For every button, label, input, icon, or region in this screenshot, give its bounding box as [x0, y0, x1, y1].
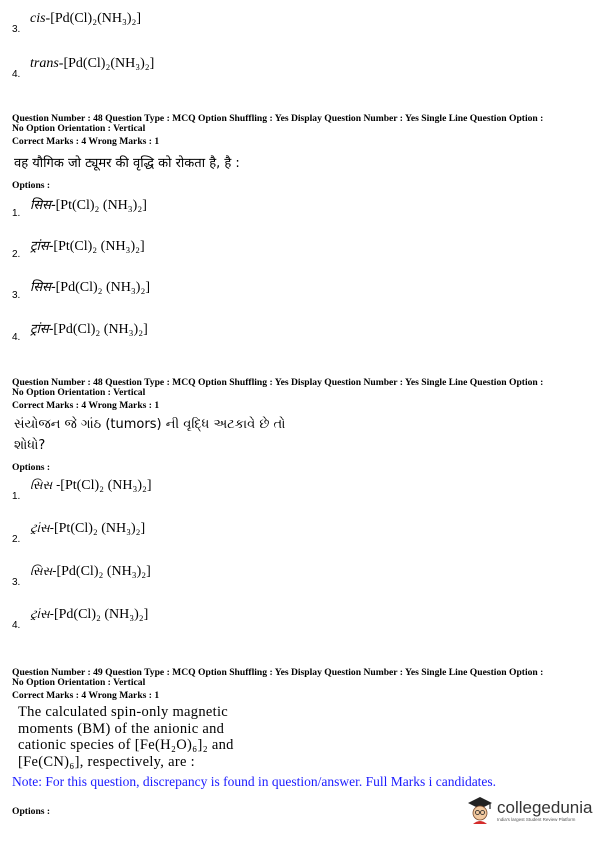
marks-info: Correct Marks : 4 Wrong Marks : 1 — [12, 400, 160, 411]
collegedunia-logo — [466, 794, 592, 826]
option-formula: [Pt(Cl)₂ (NH₃)₂] — [53, 239, 145, 254]
option-1-text[interactable] — [30, 478, 152, 494]
marks-info: Correct Marks : 4 Wrong Marks : 1 — [12, 690, 160, 701]
question-text: वह यौगिक जो ट्यूमर की वृद्धि को रोकता है, है : — [14, 156, 240, 171]
options-label: Options : — [12, 462, 51, 473]
option-number: 4. — [12, 69, 21, 80]
option-2-text[interactable] — [30, 236, 145, 255]
option-3-text[interactable] — [30, 277, 150, 296]
options-label: Options : — [12, 180, 51, 191]
option-3-text[interactable] — [30, 564, 151, 580]
question-text: The calculated spin-only magnetic moments (BM) of the anionic and cationic species of [Fe(H₂O)₆]₂ and [Fe(CN)₆], respectively, are : — [18, 704, 234, 770]
option-number: 4. — [12, 332, 21, 343]
logo-name — [497, 799, 592, 817]
option-formula: [Pd(Cl)₂(NH₃)₂] — [50, 11, 142, 26]
option-prefix: સિસ - — [30, 478, 61, 492]
option-prefix: trans- — [30, 56, 64, 71]
option-3-text[interactable] — [30, 11, 141, 27]
option-formula: [Pd(Cl)₂ (NH₃)₂] — [55, 280, 150, 295]
option-formula: [Pt(Cl)₂ (NH₃)₂] — [53, 521, 146, 536]
question-text: શોધો? — [14, 438, 46, 453]
option-number: 3. — [12, 577, 21, 588]
question-meta: Question Number : 48 Question Type : MCQ Option Shuffling : Yes Display Question Number : Yes Single Line Question Option : — [12, 113, 544, 124]
option-prefix: સિસ- — [30, 564, 57, 578]
option-1-text[interactable] — [30, 195, 147, 214]
option-prefix: cis- — [30, 11, 51, 26]
option-number: 2. — [12, 534, 21, 545]
option-prefix: ટ્રાંસ- — [30, 521, 54, 535]
option-prefix: ट्रांस- — [30, 239, 54, 254]
option-number: 1. — [12, 208, 21, 219]
option-prefix: सिस- — [30, 280, 56, 295]
option-prefix: ट्रांस- — [30, 322, 54, 337]
discrepancy-note: Note: For this question, discrepancy is found in question/answer. Full Marks i candidates. — [12, 774, 497, 789]
option-formula: [Pt(Cl)₂ (NH₃)₂] — [60, 478, 152, 493]
option-number: 3. — [12, 290, 21, 301]
option-prefix: ટ્રાંસ- — [30, 607, 54, 621]
question-meta: Question Number : 48 Question Type : MCQ Option Shuffling : Yes Display Question Number : Yes Single Line Question Option : — [12, 377, 544, 388]
student-mascot-icon — [466, 794, 494, 826]
option-number: 2. — [12, 249, 21, 260]
question-meta: No Option Orientation : Vertical — [12, 387, 146, 398]
option-4-text[interactable] — [30, 607, 148, 623]
option-number: 3. — [12, 24, 21, 35]
option-formula: [Pd(Cl)₂(NH₃)₂] — [63, 56, 155, 71]
option-number: 4. — [12, 620, 21, 631]
option-4-text[interactable] — [30, 56, 154, 72]
option-4-text[interactable] — [30, 319, 148, 338]
question-meta: No Option Orientation : Vertical — [12, 123, 146, 134]
option-2-text[interactable] — [30, 521, 145, 537]
logo-name-main: collegedunia — [497, 797, 593, 817]
marks-info: Correct Marks : 4 Wrong Marks : 1 — [12, 136, 160, 147]
option-formula: [Pt(Cl)₂ (NH₃)₂] — [55, 198, 147, 213]
option-number: 1. — [12, 491, 21, 502]
option-formula: [Pd(Cl)₂ (NH₃)₂] — [53, 322, 148, 337]
options-label: Options : — [12, 806, 51, 817]
option-formula: [Pd(Cl)₂ (NH₃)₂] — [56, 564, 151, 579]
logo-tagline: India's largest Student Review Platform — [497, 816, 576, 822]
question-text: સંયોજન જે ગાંઠ (tumors) ની વૃદ્ધિ અટકાવે છે તો — [14, 417, 286, 432]
question-meta: Question Number : 49 Question Type : MCQ Option Shuffling : Yes Display Question Number : Yes Single Line Question Option : — [12, 667, 544, 678]
option-prefix: सिस- — [30, 198, 56, 213]
question-meta: No Option Orientation : Vertical — [12, 677, 146, 688]
option-formula: [Pd(Cl)₂ (NH₃)₂] — [53, 607, 149, 622]
